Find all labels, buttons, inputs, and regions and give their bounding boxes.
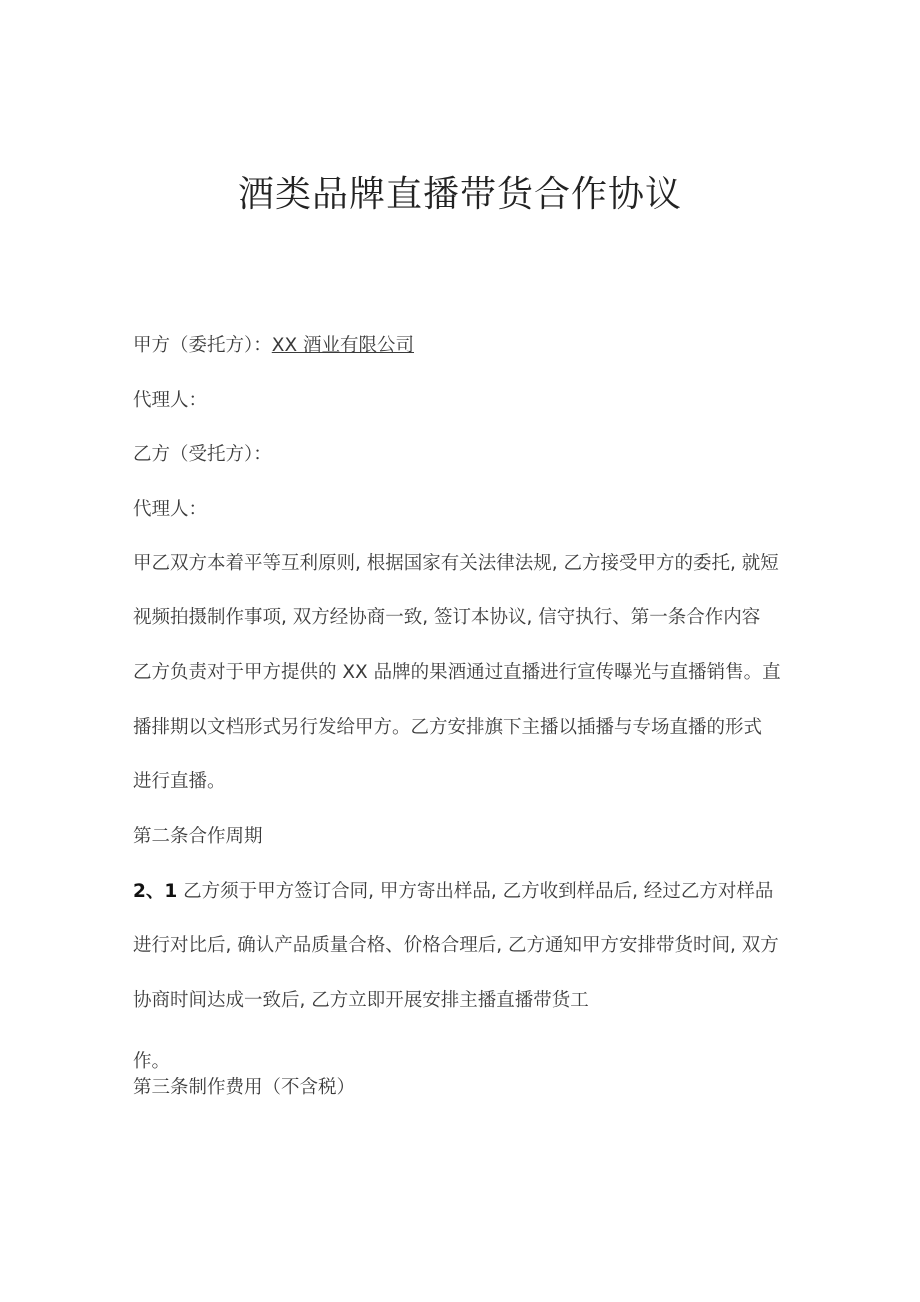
article-3-heading: 第三条制作费用（不含税） <box>133 1077 356 1098</box>
clause-2-1-line <box>133 881 773 903</box>
body-line: 播排期以文档形式另行发给甲方。乙方安排旗下主播以插播与专场直播的形式 <box>133 717 763 738</box>
agent-a: 代理人： <box>133 390 208 411</box>
clause-text: 乙方须于甲方签订合同, 甲方寄出样品, 乙方收到样品后, 经过乙方对样品 <box>183 881 774 902</box>
clause-line: 协商时间达成一致后, 乙方立即开展安排主播直播带货工 <box>133 990 589 1011</box>
body-line: 乙方负责对于甲方提供的 XX 品牌的果酒通过直播进行宣传曝光与直播销售。直 <box>133 662 781 683</box>
party-a-name: XX 酒业有限公司 <box>271 335 414 356</box>
clause-line: 进行对比后, 确认产品质量合格、价格合理后, 乙方通知甲方安排带货时间, 双方 <box>133 935 779 956</box>
article-2-heading: 第二条合作周期 <box>133 826 263 847</box>
party-a-label: 甲方（委托方）： <box>133 335 272 356</box>
body-line: 进行直播。 <box>133 771 226 792</box>
document-title: 酒类品牌直播带货合作协议 <box>237 174 682 215</box>
body-line: 甲乙双方本着平等互利原则, 根据国家有关法律法规, 乙方接受甲方的委托, 就短 <box>133 553 779 574</box>
party-b-label: 乙方（受托方）： <box>133 444 272 465</box>
agent-b: 代理人： <box>133 499 208 520</box>
clause-number: 2、1 <box>133 881 178 902</box>
clause-line: 作。 <box>133 1051 171 1072</box>
body-line: 视频拍摄制作事项, 双方经协商一致, 签订本协议, 信守执行、第一条合作内容 <box>133 607 761 628</box>
party-a-line <box>133 335 414 357</box>
